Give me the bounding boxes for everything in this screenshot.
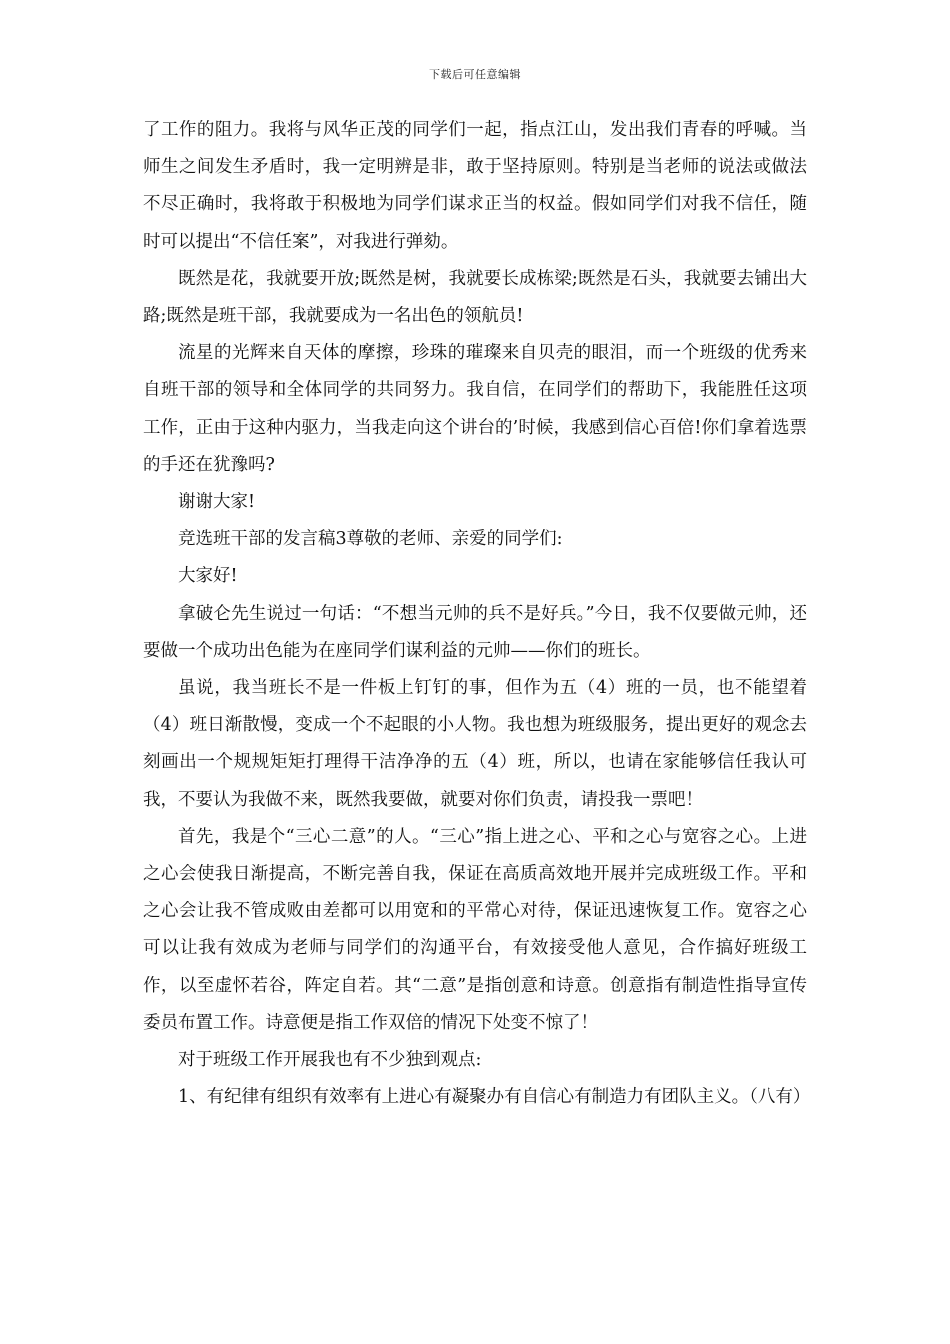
- paragraph: 拿破仑先生说过一句话：“不想当元帅的兵不是好兵。”今日，我不仅要做元帅，还要做一个成功出色能为在座同学们谋利益的元帅——你们的班长。: [143, 603, 807, 661]
- paragraph: 虽说，我当班长不是一件板上钉钉的事，但作为五（4）班的一员，也不能望着（4）班日渐散慢，变成一个不起眼的小人物。我也想为班级服务，提出更好的观念去刻画出一个规规矩矩打理得干洁净净的五（4）班，所以，也请在家能够信任我认可我，不要认为我做不来，既然我要做，就要对你们负责，请投我一票吧！: [143, 678, 807, 810]
- paragraph: 首先，我是个“三心二意”的人。“三心”指上进之心、平和之心与宽容之心。上进之心会使我日渐提高，不断完善自我，保证在高质高效地开展并完成班级工作。平和之心会让我不管成败由差都可以用宽和的平常心对待，保证迅速恢复工作。宽容之心可以让我有效成为老师与同学们的沟通平台，有效接受他人意见，合作搞好班级工作，以至虚怀若谷，阵定自若。其“二意”是指创意和诗意。创意指有制造性指导宣传委员布置工作。诗意便是指工作双倍的情况下处变不惊了！: [143, 826, 807, 1033]
- document-body: [143, 112, 811, 1116]
- page-header: 下载后可任意编辑: [429, 68, 521, 81]
- paragraph: 既然是花，我就要开放;既然是树，我就要长成栋梁;既然是石头，我就要去铺出大路;既然是班干部，我就要成为一名出色的领航员!: [143, 268, 807, 327]
- paragraph: 竞选班干部的发言稿3尊敬的老师、亲爱的同学们:: [178, 529, 563, 550]
- paragraph: 了工作的阻力。我将与风华正茂的同学们一起，指点江山，发出我们青春的呼喊。当师生之间发生矛盾时，我一定明辨是非，敢于坚持原则。特别是当老师的说法或做法不尽正确时，我将敢于积极地为同学们谋求正当的权益。假如同学们对我不信任，随时可以提出“不信任案”，对我进行弹劾。: [143, 120, 807, 252]
- paragraph: 1、有纪律有组织有效率有上进心有凝聚办有自信心有制造力有团队主义。（八有）: [178, 1087, 811, 1108]
- paragraph: 流星的光辉来自天体的摩擦，珍珠的璀璨来自贝壳的眼泪，而一个班级的优秀来自班干部的领导和全体同学的共同努力。我自信，在同学们的帮助下，我能胜任这项工作，正由于这种内驱力，当我走向这个讲台的’时候，我感到信心百倍!你们拿着选票的手还在犹豫吗?: [143, 343, 807, 475]
- paragraph: 谢谢大家!: [178, 492, 256, 513]
- paragraph: 大家好!: [178, 566, 238, 587]
- paragraph: 对于班级工作开展我也有不少独到观点:: [178, 1050, 482, 1071]
